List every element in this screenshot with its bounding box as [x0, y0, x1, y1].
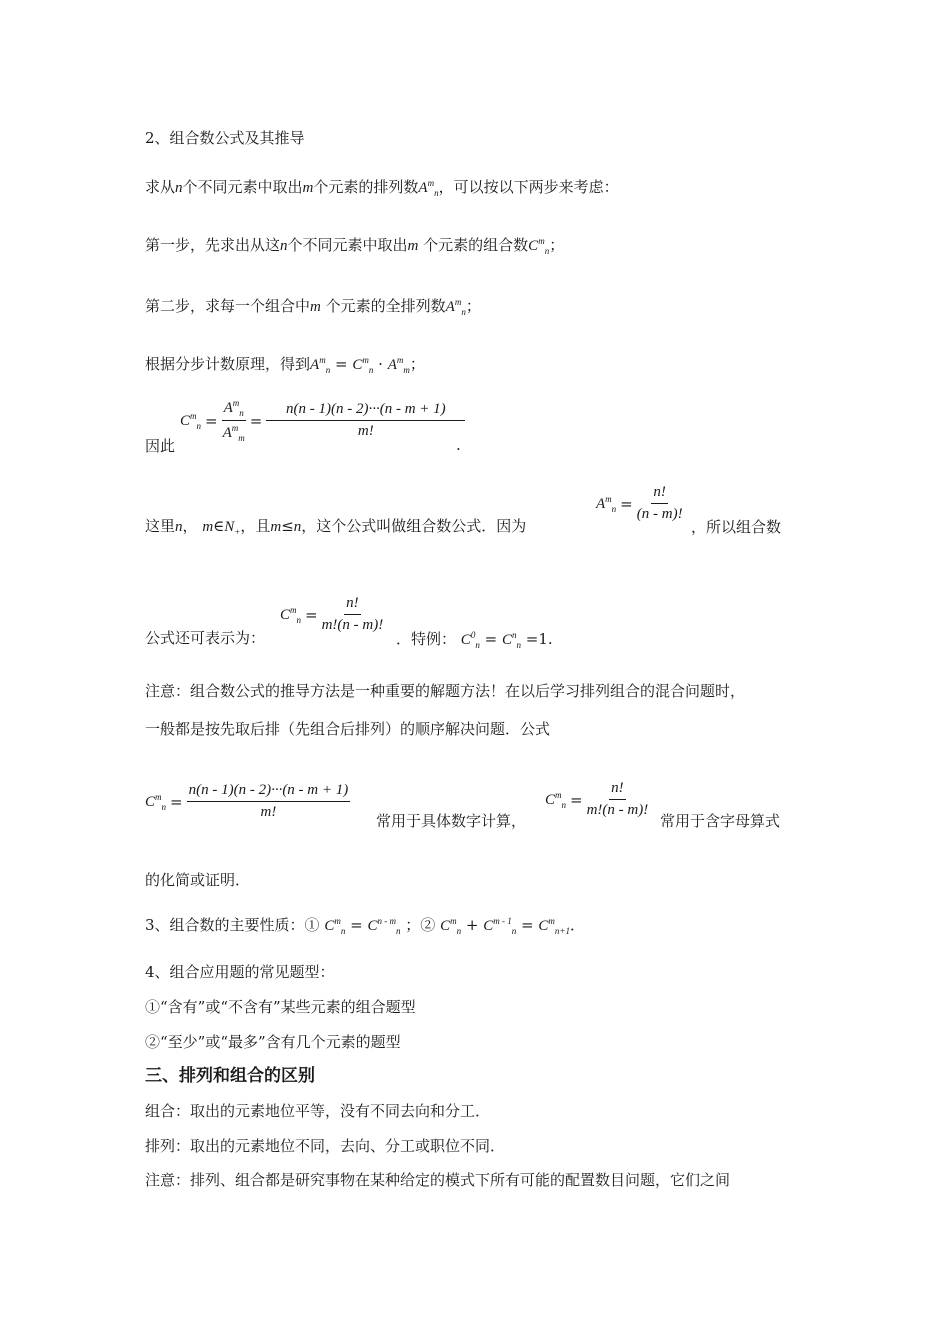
principle-line: 根据分步计数原理，得到$A^m_n = C^m_n \cdot A^m_m$；	[145, 355, 425, 375]
section-title: 2、组合数公式及其推导	[145, 129, 305, 147]
use1: 常用于具体数字计算，	[376, 812, 527, 830]
part3-note: 注意：排列、组合都是研究事物在某种给定的模式下所有可能的配置数目问题，它们之间	[145, 1171, 731, 1189]
here-end: ，所以组合数	[691, 518, 782, 536]
A-symbol: $A^m_n$	[445, 297, 466, 317]
section3-line: 3、组合数的主要性质：① $C^m_n = C^{n - m}_n$ ；② $C^m_n + C^{m - 1}_n = C^m_{n+1}$．	[145, 916, 585, 936]
usage-formula-2: $C^m_n$ = $\frac{n!}{m!(n - m)!}$	[545, 780, 649, 818]
special-line: ．特例： $C^0_n = C^n_n =1$.	[396, 630, 553, 650]
section4-item-1: ①“含有”或“不含有”某些元素的组合题型	[145, 998, 416, 1016]
intro-line: 求从n个不同元素中取出m个元素的排列数$A^m_n$，可以按以下两步来考虑：	[145, 178, 619, 198]
note-line-1: 注意：组合数公式的推导方法是一种重要的解题方法！在以后学习排列组合的混合问题时，	[145, 682, 746, 700]
section4-item-2: ②“至少”或“最多”含有几个元素的题型	[145, 1033, 401, 1051]
permutation-formula: $A^m_n$ = $\frac{n!}{(n - m)!}$	[596, 484, 683, 522]
period: .	[456, 436, 461, 454]
step1-line: 第一步，先求出从这n个不同元素中取出m 个元素的组合数$C^m_n$；	[145, 236, 565, 256]
note-line-2: 一般都是按先取后排（先组合后排列）的顺序解决问题．公式	[145, 720, 551, 738]
use3: 的化简或证明．	[145, 871, 251, 889]
alt-label: 公式还可表示为：	[145, 629, 266, 647]
use2: 常用于含字母算式	[660, 812, 781, 830]
usage-formula-1: $C^m_n$ = $\frac{n(n - 1)(n - 2)\cdot\cdot\cdot(n - m + 1)}{m!}$	[145, 782, 349, 820]
A-symbol: $A^m_n$	[418, 178, 439, 198]
combo-definition: 组合：取出的元素地位平等，没有不同去向和分工．	[145, 1102, 491, 1120]
section4-title: 4、组合应用题的常见题型：	[145, 963, 335, 981]
part3-heading: 三、排列和组合的区别	[145, 1066, 315, 1086]
step2-line: 第二步，求每一个组合中m 个元素的全排列数$A^m_n$；	[145, 297, 481, 317]
therefore-label: 因此	[145, 437, 176, 455]
combination-formula: $C^m_n$ = $\frac{A^m_n}{A^m_m}$ = $\frac{n(n - 1)(n - 2)\cdot\cdot\cdot(n - m + 1)}{m!}$	[180, 398, 465, 443]
C-symbol: $C^m_n$	[528, 236, 550, 256]
alt-formula: $C^m_n$ = $\frac{n!}{m!(n - m)!}$	[280, 595, 384, 633]
here-line: 这里n， $m\in N_+$，且m≤n，这个公式叫做组合数公式．因为	[145, 517, 527, 537]
perm-definition: 排列：取出的元素地位不同，去向、分工或职位不同．	[145, 1137, 506, 1155]
